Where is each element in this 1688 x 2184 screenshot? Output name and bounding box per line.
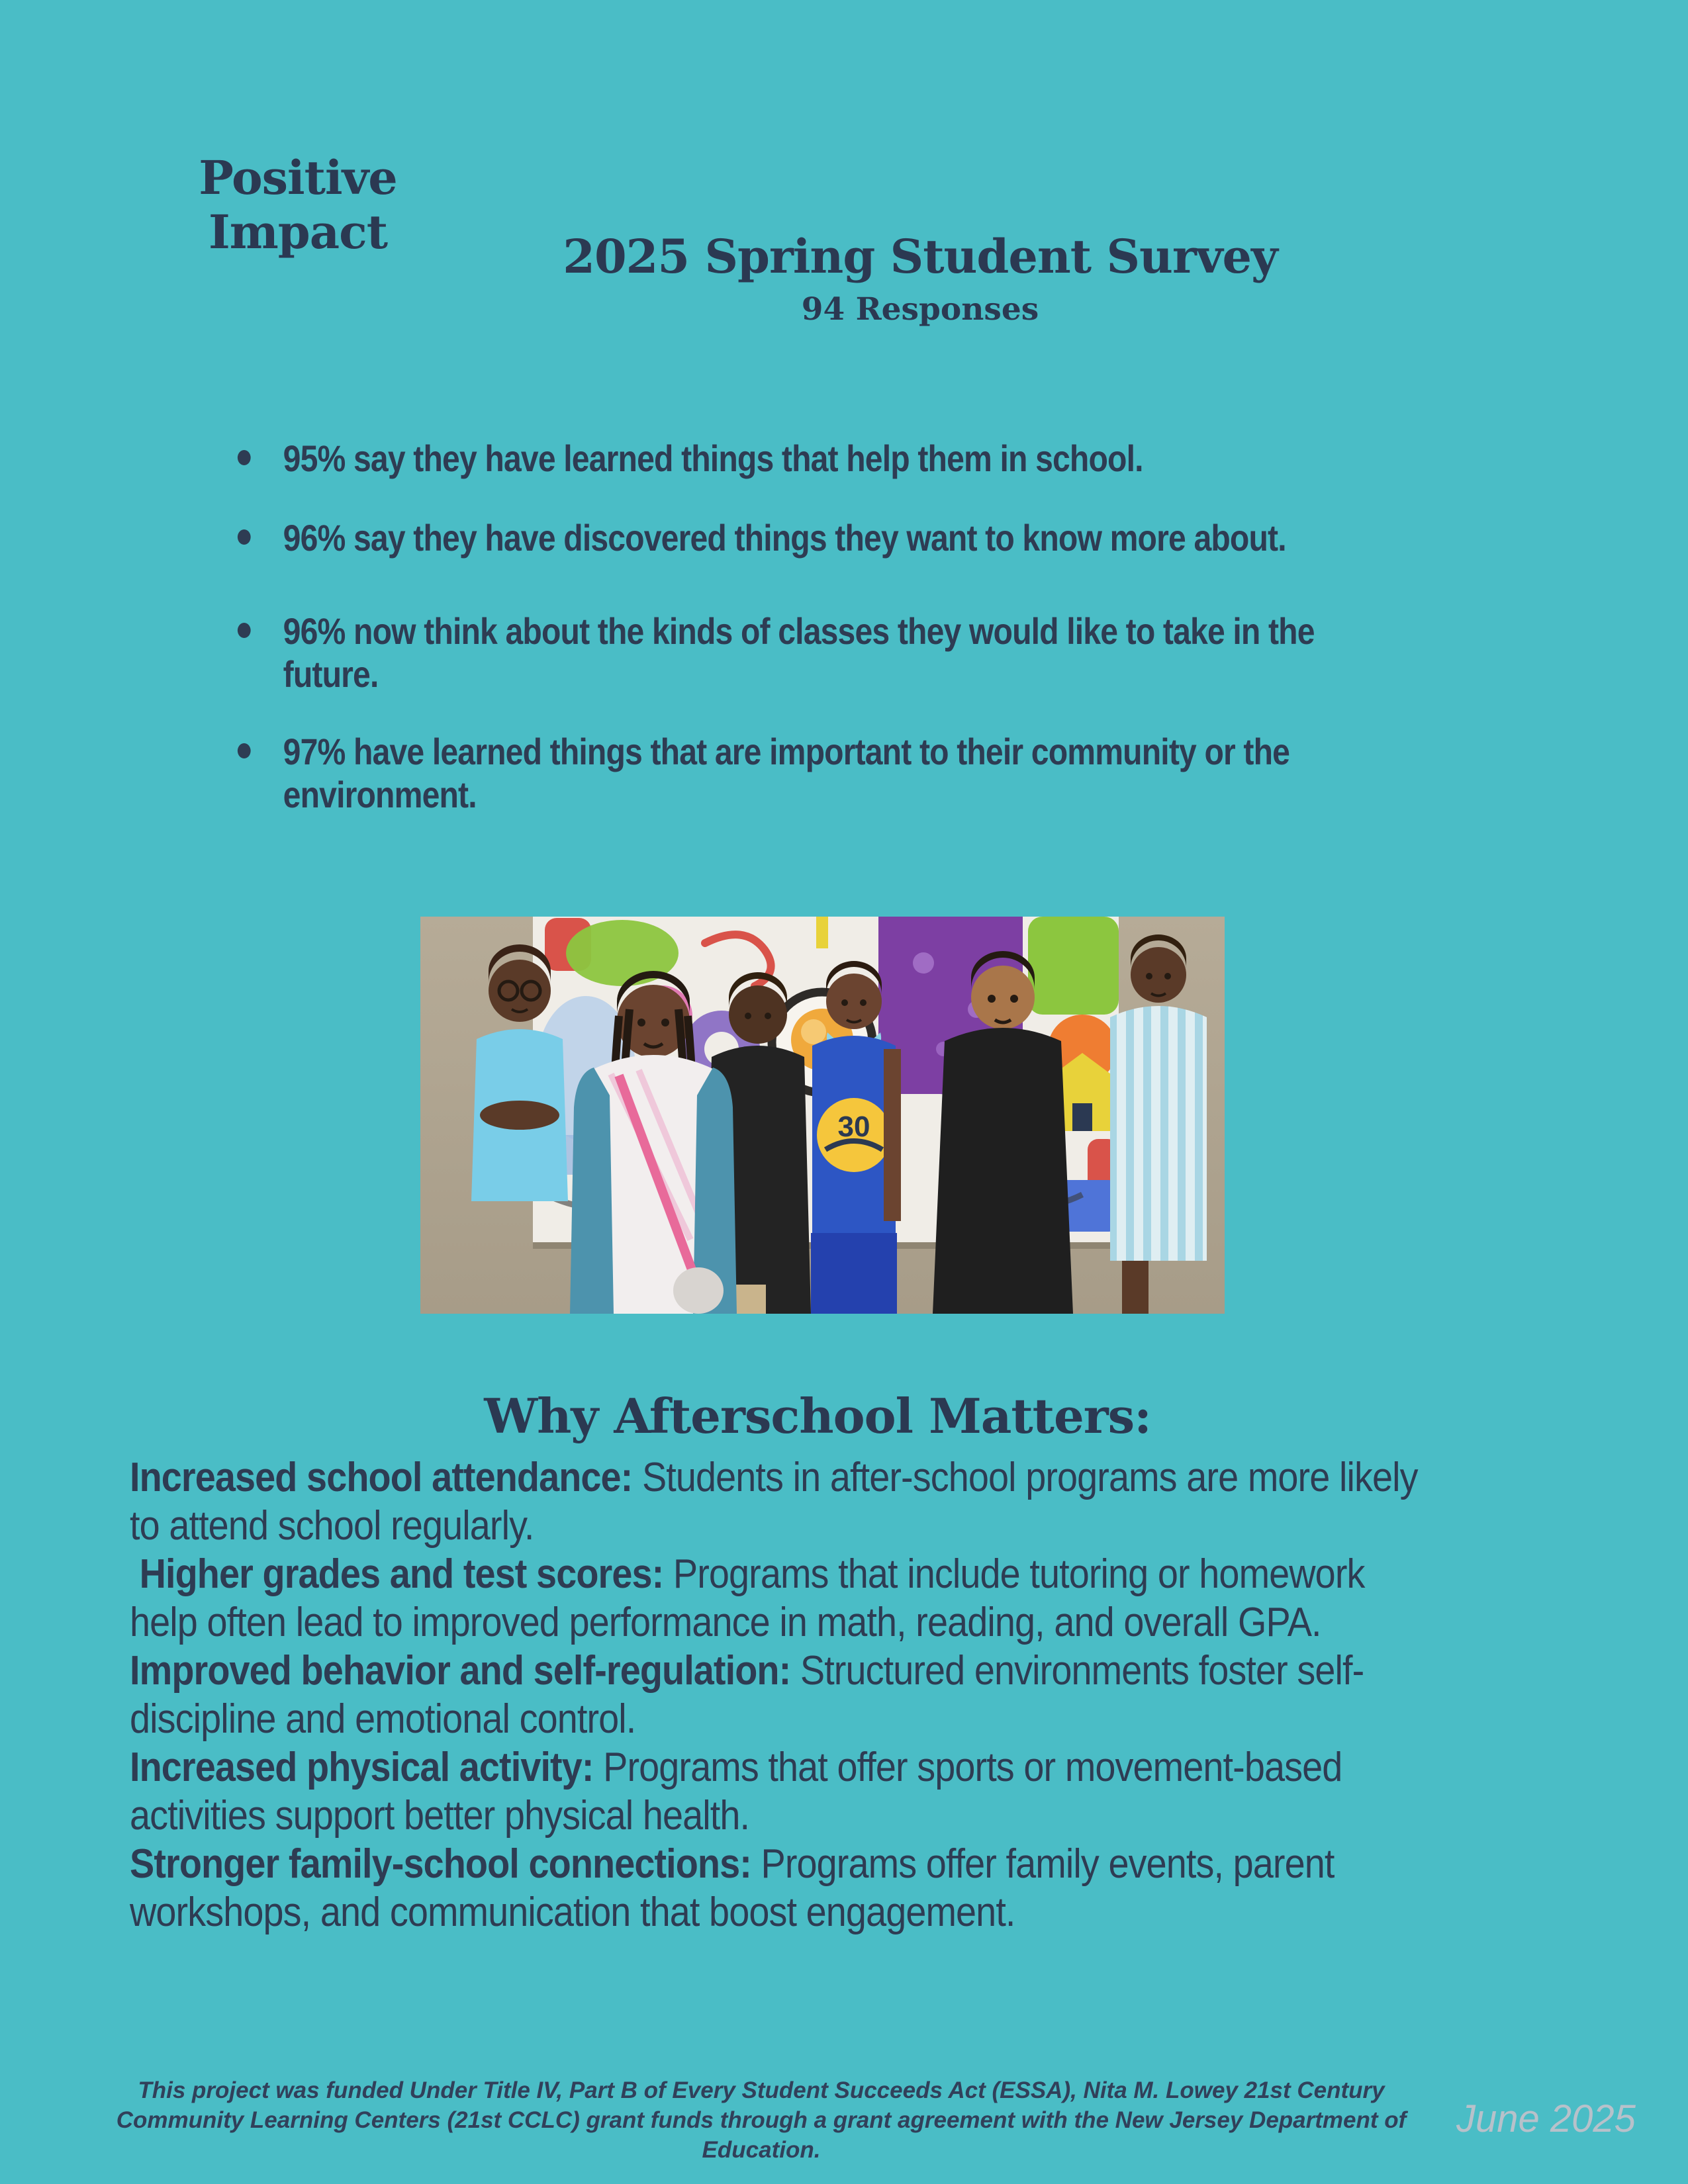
bullet-dot-icon (238, 450, 251, 465)
bullet-dot-icon (238, 529, 251, 545)
list-item (233, 437, 1372, 480)
bullet-text: 95% say they have learned things that help them in school. (283, 437, 1143, 479)
benefit-text: Students in after-school programs are more likely to attend school regularly. (130, 1455, 1428, 1549)
students-photo (420, 917, 1225, 1314)
bullet-dot-icon (238, 743, 251, 758)
brand-line2: Impact (208, 205, 388, 259)
issue-date: June 2025 (1456, 2097, 1636, 2140)
benefit-paragraph (130, 1453, 1434, 1550)
benefit-lead: Higher grades and test scores: (130, 1551, 664, 1597)
bullet-text: 96% say they have discovered things they want to know more about. (283, 517, 1286, 559)
benefit-lead: Improved behavior and self-regulation: (130, 1648, 791, 1694)
svg-text:30: 30 (837, 1111, 870, 1143)
funding-disclaimer: This project was funded Under Title IV, Part B of Every Student Succeeds Act (ESSA), Nita M. Lowey 21st Century Community Learning Centers (21st CCLC) grant funds through a grant agreement with the New Jersey Department of Education. (116, 2077, 1407, 2163)
brand-line1: Positive (199, 150, 397, 205)
why-afterschool-heading: Why Afterschool Matters: (484, 1388, 1151, 1444)
benefit-paragraph (130, 1647, 1434, 1743)
brand-positive-impact (162, 151, 434, 259)
list-item (233, 610, 1372, 696)
survey-header (549, 229, 1291, 328)
bullet-dot-icon (238, 623, 251, 638)
benefit-paragraph (130, 1743, 1434, 1840)
page-title: 2025 Spring Student Survey (563, 229, 1278, 284)
benefit-text: Programs that include tutoring or homework help often lead to improved performance in math, reading, and overall GPA. (130, 1551, 1375, 1645)
benefit-paragraph (130, 1840, 1434, 1936)
list-item (233, 516, 1372, 559)
benefit-text: Structured environments foster self-discipline and emotional control. (130, 1648, 1364, 1742)
benefit-lead: Stronger family-school connections: (130, 1841, 751, 1887)
benefit-text: Programs that offer sports or movement-based activities support better physical health. (130, 1745, 1352, 1839)
benefit-lead: Increased school attendance: (130, 1455, 633, 1500)
list-item (233, 730, 1372, 816)
benefit-lead: Increased physical activity: (130, 1745, 594, 1790)
benefit-paragraph (130, 1550, 1434, 1647)
benefit-text: Programs offer family events, parent workshops, and communication that boost engagement. (130, 1841, 1344, 1935)
survey-results-list (233, 437, 1372, 816)
why-afterschool-body (130, 1453, 1434, 1936)
responses-count: 94 Responses (801, 291, 1039, 328)
bullet-text: 96% now think about the kinds of classes they would like to take in the future. (283, 610, 1315, 695)
bullet-text: 97% have learned things that are important to their community or the environment. (283, 731, 1290, 815)
